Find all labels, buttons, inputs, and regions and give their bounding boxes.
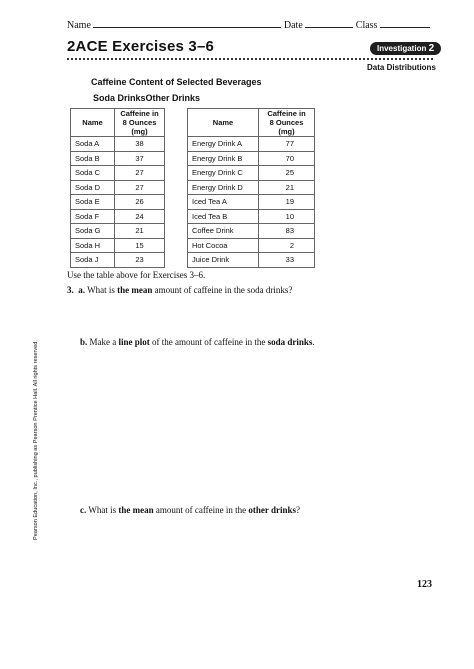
soda-table-row bbox=[71, 238, 165, 253]
title-divider bbox=[67, 58, 433, 60]
soda-table-cell-name: Soda A bbox=[71, 137, 115, 152]
part-b-bold1: line plot bbox=[118, 337, 150, 347]
other-col-name: Name bbox=[188, 109, 259, 137]
part-a-label: a. bbox=[78, 285, 85, 295]
soda-table-cell-name: Soda D bbox=[71, 180, 115, 195]
part-a-bold: the mean bbox=[117, 285, 153, 295]
copyright-notice bbox=[33, 340, 41, 540]
soda-col-caffeine-line1: Caffeine in bbox=[120, 109, 159, 118]
part-c-bold2: other drinks bbox=[248, 505, 296, 515]
header-line bbox=[67, 18, 447, 31]
class-label: Class bbox=[355, 20, 378, 31]
other-table-row bbox=[188, 224, 315, 239]
other-table-row bbox=[188, 180, 315, 195]
soda-header-row bbox=[71, 109, 165, 137]
subject-label: Data Distributions bbox=[367, 63, 436, 72]
other-table-cell-name: Energy Drink B bbox=[188, 151, 259, 166]
page-title: 2ACE Exercises 3–6 bbox=[67, 38, 215, 55]
soda-table-row bbox=[71, 180, 165, 195]
soda-table-cell-caffeine: 38 bbox=[115, 137, 165, 152]
other-table-row bbox=[188, 195, 315, 210]
other-col-caffeine-line1: Caffeine in bbox=[267, 109, 306, 118]
other-table-cell-name: Energy Drink D bbox=[188, 180, 259, 195]
other-table-cell-caffeine: 10 bbox=[259, 209, 315, 224]
soda-table-row bbox=[71, 253, 165, 268]
soda-table-cell-caffeine: 23 bbox=[115, 253, 165, 268]
page-number: 123 bbox=[417, 579, 432, 590]
other-table-row bbox=[188, 253, 315, 268]
soda-table-cell-caffeine: 21 bbox=[115, 224, 165, 239]
soda-table-cell-caffeine: 24 bbox=[115, 209, 165, 224]
date-blank[interactable] bbox=[305, 18, 353, 28]
other-table-cell-caffeine: 33 bbox=[259, 253, 315, 268]
soda-table-cell-name: Soda C bbox=[71, 166, 115, 181]
part-b-pre: Make a bbox=[89, 337, 117, 347]
other-table-cell-caffeine: 77 bbox=[259, 137, 315, 152]
other-col-caffeine bbox=[259, 109, 315, 137]
question-3a bbox=[67, 285, 292, 295]
other-table-cell-caffeine: 25 bbox=[259, 166, 315, 181]
soda-table-cell-caffeine: 37 bbox=[115, 151, 165, 166]
soda-table-row bbox=[71, 151, 165, 166]
question-number: 3. bbox=[67, 285, 74, 295]
soda-table-row bbox=[71, 195, 165, 210]
part-c-bold1: the mean bbox=[118, 505, 154, 515]
other-drinks-head: Other Drinks bbox=[145, 93, 201, 103]
other-table-cell-caffeine: 2 bbox=[259, 238, 315, 253]
soda-col-caffeine bbox=[115, 109, 165, 137]
part-a-post: amount of caffeine in the soda drinks? bbox=[154, 285, 293, 295]
group-heads bbox=[93, 93, 200, 103]
soda-table-row bbox=[71, 166, 165, 181]
date-label: Date bbox=[283, 20, 303, 31]
other-table-cell-name: Juice Drink bbox=[188, 253, 259, 268]
other-table-row bbox=[188, 166, 315, 181]
other-table-row bbox=[188, 238, 315, 253]
name-label: Name bbox=[67, 20, 91, 31]
part-b-end: . bbox=[312, 337, 315, 347]
other-table-cell-name: Energy Drink A bbox=[188, 137, 259, 152]
part-c-end: ? bbox=[296, 505, 300, 515]
investigation-badge bbox=[370, 42, 441, 55]
soda-table-cell-name: Soda E bbox=[71, 195, 115, 210]
soda-table-cell-name: Soda J bbox=[71, 253, 115, 268]
badge-text: Investigation bbox=[377, 44, 427, 53]
class-blank[interactable] bbox=[380, 18, 430, 28]
other-table-row bbox=[188, 137, 315, 152]
copyright-text: Pearson Education, Inc., publishing as Pearson Prentice Hall. All rights reserved. bbox=[33, 340, 39, 540]
soda-drinks-head: Soda Drinks bbox=[93, 93, 146, 103]
other-table-cell-caffeine: 83 bbox=[259, 224, 315, 239]
soda-table-cell-caffeine: 15 bbox=[115, 238, 165, 253]
soda-table-row bbox=[71, 137, 165, 152]
other-table bbox=[187, 108, 315, 268]
exercise-intro: Use the table above for Exercises 3–6. bbox=[67, 270, 206, 280]
part-c-pre: What is bbox=[88, 505, 117, 515]
soda-table-cell-name: Soda H bbox=[71, 238, 115, 253]
other-table-cell-caffeine: 70 bbox=[259, 151, 315, 166]
other-table-cell-caffeine: 19 bbox=[259, 195, 315, 210]
soda-table-cell-caffeine: 27 bbox=[115, 180, 165, 195]
question-3c bbox=[80, 505, 300, 515]
soda-table-row bbox=[71, 209, 165, 224]
table-title: Caffeine Content of Selected Beverages bbox=[91, 77, 262, 87]
soda-table bbox=[70, 108, 165, 268]
other-table-cell-name: Coffee Drink bbox=[188, 224, 259, 239]
other-table-cell-name: Iced Tea A bbox=[188, 195, 259, 210]
soda-table-cell-name: Soda F bbox=[71, 209, 115, 224]
other-col-caffeine-line2: 8 Ounces (mg) bbox=[269, 118, 304, 136]
part-b-bold2: soda drinks bbox=[267, 337, 313, 347]
part-b-label: b. bbox=[80, 337, 88, 347]
other-table-cell-name: Iced Tea B bbox=[188, 209, 259, 224]
badge-number: 2 bbox=[428, 43, 435, 54]
part-c-mid: amount of caffeine in the bbox=[155, 505, 247, 515]
other-header-row bbox=[188, 109, 315, 137]
question-3b bbox=[80, 337, 315, 347]
soda-table-cell-name: Soda G bbox=[71, 224, 115, 239]
part-c-label: c. bbox=[80, 505, 87, 515]
other-table-row bbox=[188, 209, 315, 224]
other-table-row bbox=[188, 151, 315, 166]
other-table-cell-name: Hot Cocoa bbox=[188, 238, 259, 253]
soda-table-cell-name: Soda B bbox=[71, 151, 115, 166]
part-b-mid: of the amount of caffeine in the bbox=[152, 337, 266, 347]
other-table-cell-caffeine: 21 bbox=[259, 180, 315, 195]
soda-table-cell-caffeine: 27 bbox=[115, 166, 165, 181]
soda-table-cell-caffeine: 26 bbox=[115, 195, 165, 210]
soda-col-caffeine-line2: 8 Ounces (mg) bbox=[122, 118, 157, 136]
other-table-cell-name: Energy Drink C bbox=[188, 166, 259, 181]
name-blank[interactable] bbox=[93, 18, 281, 28]
part-a-pre: What is bbox=[87, 285, 115, 295]
soda-table-row bbox=[71, 224, 165, 239]
soda-col-name: Name bbox=[71, 109, 115, 137]
